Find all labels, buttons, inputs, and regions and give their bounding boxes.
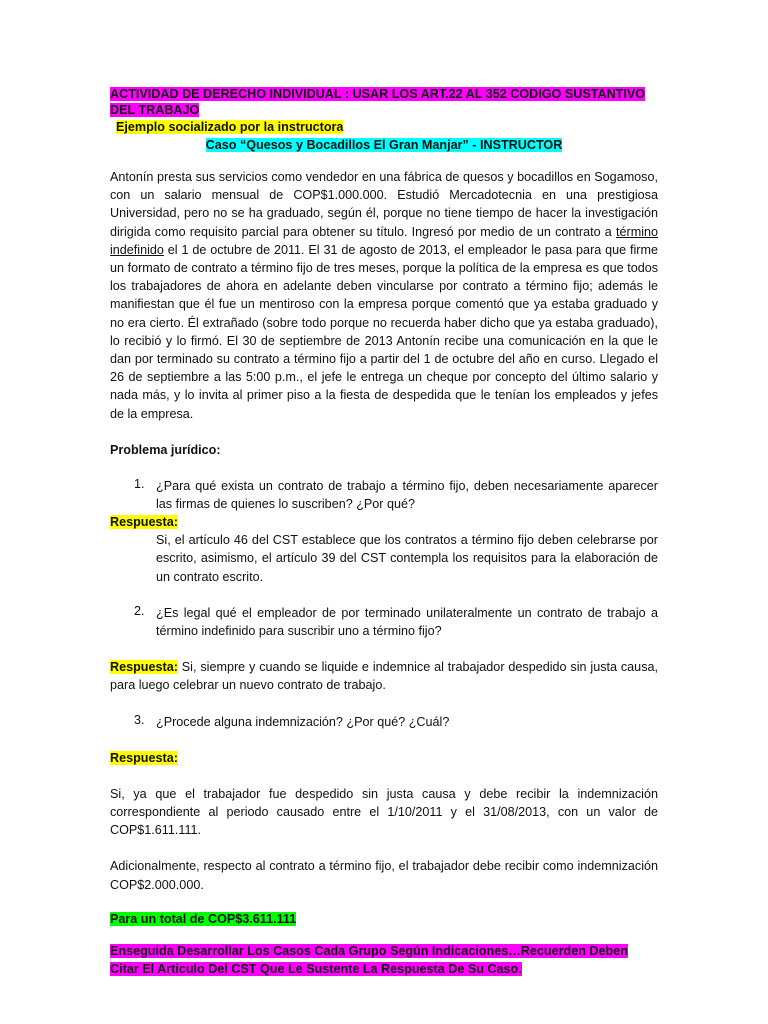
question-3 [110, 713, 658, 731]
closing-instructions [110, 942, 658, 979]
narrative-part-2: el 1 de octubre de 2011. El 31 de agosto de 2013, el empleador le pasa para que firme un formato de contrato a término fijo de tres meses, porque la política de la empresa es que todos los trabajadores de ahora en adelante deben vincularse por contrato a término fijo; además le manifiestan que él fue un mentiroso con la empresa porque comentó que ya estaba graduado y no era cierto. Él extrañado (sobre todo porque no recuerda haber dicho que ya estaba graduado), lo recibió y lo firmó. El 30 de septiembre de 2013 Antonín recibe una comunicación en la que le dan por terminado su contrato a término fijo a partir del 1 de octubre del año en curso. Llegado el 26 de septiembre a las 5:00 p.m., el jefe le entrega un cheque por concepto del último salario y nada más, y lo invita al primer piso a la fiesta de despedida que le tenían los empleados y jefes de la empresa. [110, 242, 658, 421]
problem-heading: Problema jurídico: [110, 442, 221, 457]
example-subtitle [110, 118, 658, 136]
question-2 [110, 604, 658, 640]
total-line [110, 912, 658, 926]
response-1-label [110, 513, 658, 531]
response-2-highlight: Respuesta: [110, 660, 178, 675]
question-2-number: 2. [134, 603, 145, 618]
question-1-number: 1. [134, 476, 145, 491]
closing-highlight: Enseguida Desarrollar Los Casos Cada Grupo Según Indicaciones…Recuerden Deben Citar El Articulo Del CST Que Le Sustente La Respuesta De Su Caso. [110, 943, 628, 977]
response-1-highlight: Respuesta: [110, 515, 178, 530]
response-3-label [110, 749, 658, 767]
answer-3: Si, ya que el trabajador fue despedido sin justa causa y debe recibir la indemnización correspondiente al periodo causado entre el 1/10/2011 y el 31/08/2013, con un valor de COP$1.611.111. [110, 786, 658, 838]
title-highlight: ACTIVIDAD DE DERECHO INDIVIDUAL : USAR LOS ART.22 AL 352 CODIGO SUSTANTIVO DEL TRABAJO [110, 87, 646, 117]
subtitle-highlight: Ejemplo socializado por la instructora [116, 120, 344, 134]
total-highlight: Para un total de COP$3.611.111 [110, 911, 297, 926]
answer-1: Si, el artículo 46 del CST establece que los contratos a término fijo deben celebrarse por escrito, asimismo, el artículo 39 del CST contempla los requisitos para la elaboración de un contrato escrito. [156, 533, 658, 584]
additional-indemnity: Adicionalmente, respecto al contrato a término fijo, el trabajador debe recibir como indemnización COP$2.000.000. [110, 859, 658, 892]
narrative-underlined-term: término indefinido [110, 224, 658, 257]
case-title-highlight: Caso “Quesos y Bocadillos El Gran Manjar” - INSTRUCTOR [205, 138, 563, 152]
question-2-text: ¿Es legal qué el empleador de por terminado unilateralmente un contrato de trabajo a término indefinido para suscribir uno a término fijo? [156, 605, 658, 639]
response-3-highlight: Respuesta: [110, 750, 178, 765]
question-1-text: ¿Para qué exista un contrato de trabajo a término fijo, deben necesariamente aparecer las firmas de quienes lo suscriben? ¿Por qué? [156, 478, 658, 512]
question-3-number: 3. [134, 712, 145, 727]
answer-2-text: Si, siempre y cuando se liquide e indemnice al trabajador despedido sin justa causa, para luego celebrar un nuevo contrato de trabajo. [110, 660, 658, 693]
document-body [110, 86, 658, 979]
case-title [110, 136, 658, 154]
document-title [110, 86, 658, 118]
question-1 [110, 477, 658, 513]
narrative-part-1: Antonín presta sus servicios como vendedor en una fábrica de quesos y bocadillos en Sogamoso, con un salario mensual de COP$1.000.000. Estudió Mercadotecnia en una prestigiosa Universidad, pero no se ha graduado, según él, porque no tiene tiempo de hacer la investigación dirigida como requisito parcial para obtener su título. Ingresó por medio de un contrato a [110, 170, 658, 239]
question-3-text: ¿Procede alguna indemnización? ¿Por qué? ¿Cuál? [156, 714, 450, 729]
answer-2 [110, 658, 658, 694]
case-narrative [110, 168, 658, 423]
